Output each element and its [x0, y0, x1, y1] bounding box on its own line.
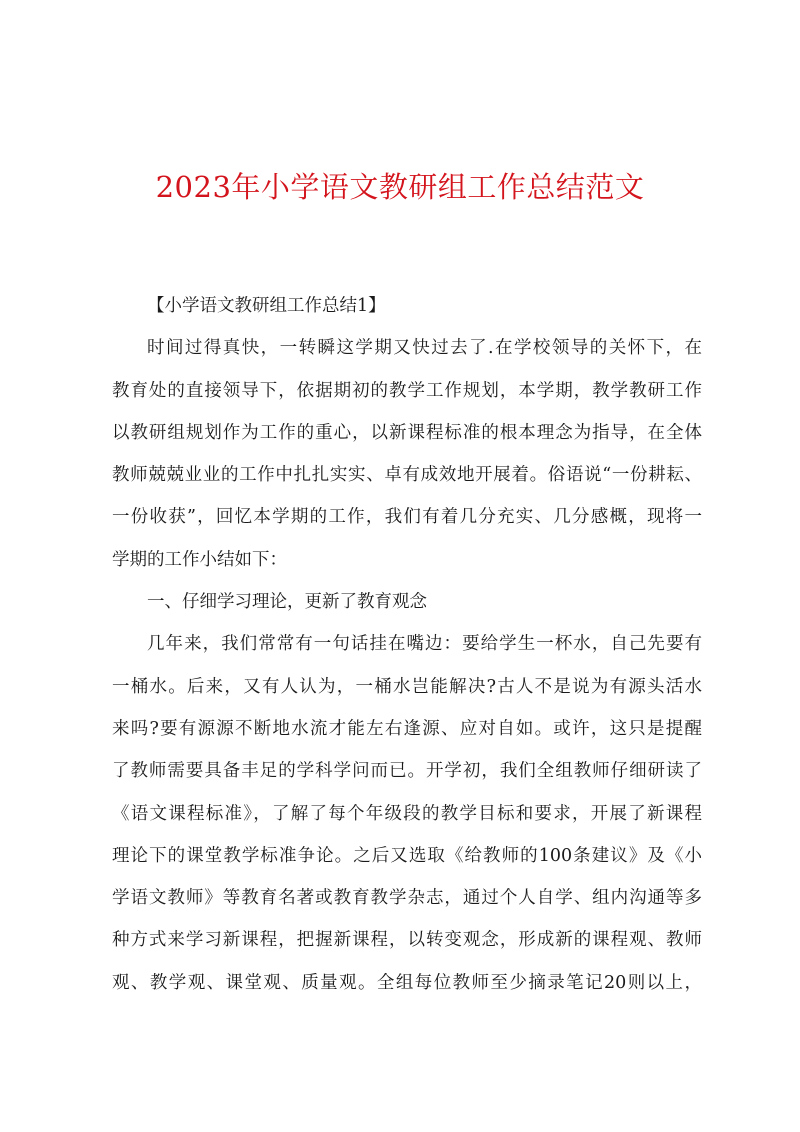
document-body: [112, 285, 702, 1004]
paragraph-line: 《语文课程标准》，了解了每个年级段的教学目标和要求，开展了新课程: [112, 803, 702, 824]
subsection-heading: 一、仔细学习理论，更新了教育观念: [147, 592, 427, 613]
paragraph-line: 学期的工作小结如下：: [112, 549, 287, 570]
paragraph-line: 教师兢兢业业的工作中扎扎实实、卓有成效地开展着。俗语说“一份耕耘、: [112, 465, 702, 486]
paragraph-line: 学语文教师》等教育名著或教育教学杂志，通过个人自学、组内沟通等多: [112, 888, 702, 909]
paragraph-line: 理论下的课堂教学标准争论。之后又选取《给教师的100条建议》及《小: [112, 845, 702, 866]
paragraph-line: 一桶水。后来，又有人认为，一桶水岂能解决?古人不是说为有源头活水: [112, 676, 702, 697]
paragraph-line: 时间过得真快，一转瞬这学期又快过去了.在学校领导的关怀下，在: [147, 338, 702, 359]
document-title: 2023年小学语文教研组工作总结范文: [155, 170, 645, 204]
paragraph-line: 教育处的直接领导下，依据期初的教学工作规划，本学期，教学教研工作: [112, 380, 702, 401]
paragraph-line: 以教研组规划作为工作的重心，以新课程标准的根本理念为指导，在全体: [112, 422, 702, 443]
paragraph-line: 一份收获”，回忆本学期的工作，我们有着几分充实、几分感概，现将一: [112, 507, 702, 528]
paragraph-line: 种方式来学习新课程，把握新课程，以转变观念，形成新的课程观、教师: [112, 930, 702, 951]
paragraph-line: 来吗?要有源源不断地水流才能左右逢源、应对自如。或许，这只是提醒: [112, 718, 702, 739]
paragraph-line: 几年来，我们常常有一句话挂在嘴边：要给学生一杯水，自己先要有: [147, 634, 702, 655]
paragraph-line: 了教师需要具备丰足的学科学问而已。开学初，我们全组教师仔细研读了: [112, 761, 702, 782]
paragraph-line: 观、教学观、课堂观、质量观。全组每位教师至少摘录笔记20则以上，: [112, 972, 702, 993]
section-heading: 【小学语文教研组工作总结1】: [147, 296, 386, 316]
